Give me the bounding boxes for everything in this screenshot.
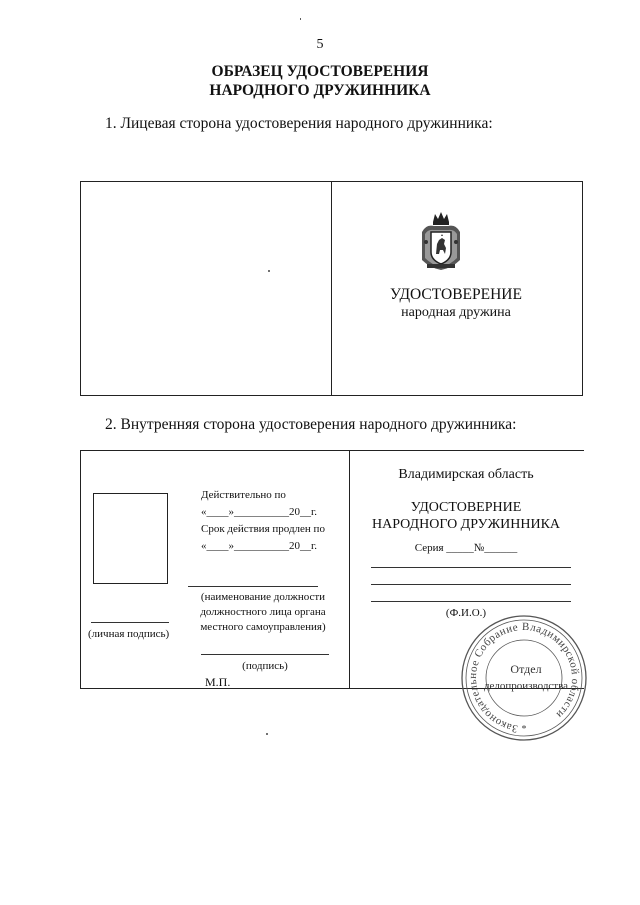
inner-cert-title-2: НАРОДНОГО ДРУЖИННИКА (371, 517, 561, 532)
document-title (0, 62, 640, 100)
inner-fold-line (349, 450, 350, 689)
position-caption-3: местного самоуправления) (200, 621, 326, 633)
scan-speck (268, 270, 270, 272)
position-line (188, 586, 318, 587)
page-number: 5 (316, 37, 324, 52)
personal-signature-line (91, 622, 169, 623)
series-number: Серия _____№______ (414, 542, 518, 554)
fio-line-1 (371, 567, 571, 568)
extended-label: Срок действия продлен по (201, 523, 325, 535)
signature-line (201, 654, 329, 655)
valid-until-date: «____»__________20__г. (201, 506, 318, 518)
scan-speck (266, 733, 268, 735)
stamp-ring-text: Законодательное Собрание Владимирской области (466, 620, 582, 735)
title-line-1: ОБРАЗЕЦ УДОСТОВЕРЕНИЯ (211, 63, 429, 80)
signature-caption: (подпись) (242, 660, 288, 672)
position-caption (188, 590, 338, 635)
front-cert-subtitle: народная дружина (401, 305, 511, 320)
position-caption-1: (наименование должности (200, 591, 326, 603)
photo-box (93, 493, 168, 584)
coat-of-arms-icon (418, 210, 464, 272)
stamp-center-line-1: Отдел (510, 662, 542, 676)
valid-until-label: Действительно по (201, 489, 286, 501)
front-cert-title: УДОСТОВЕРЕНИЕ (390, 286, 522, 303)
section-2-heading: 2. Внутренняя сторона удостоверения народного дружинника: (105, 416, 517, 433)
title-line-2: НАРОДНОГО ДРУЖИННИКА (209, 82, 431, 99)
scan-speck (300, 18, 301, 20)
stamp-center-line-2: делопроизводства (483, 680, 569, 692)
svg-text:Законодательное Собрание Влади (467, 621, 581, 735)
fio-caption: (Ф.И.О.) (445, 607, 487, 619)
position-caption-2: должностного лица органа (200, 606, 326, 618)
region-name: Владимирская область (398, 467, 534, 482)
fio-line-3 (371, 601, 571, 602)
inner-cert-title-1: УДОСТОВЕРНИЕ (410, 500, 522, 515)
stamp-place-label: М.П. (205, 675, 231, 689)
section-1-heading: 1. Лицевая сторона удостоверения народного дружинника: (105, 115, 493, 132)
personal-signature-caption: (личная подпись) (88, 628, 170, 640)
svg-text:*: * (521, 724, 527, 735)
extended-date: «____»__________20__г. (201, 540, 318, 552)
round-stamp-icon (454, 614, 594, 744)
fio-line-2 (371, 584, 571, 585)
